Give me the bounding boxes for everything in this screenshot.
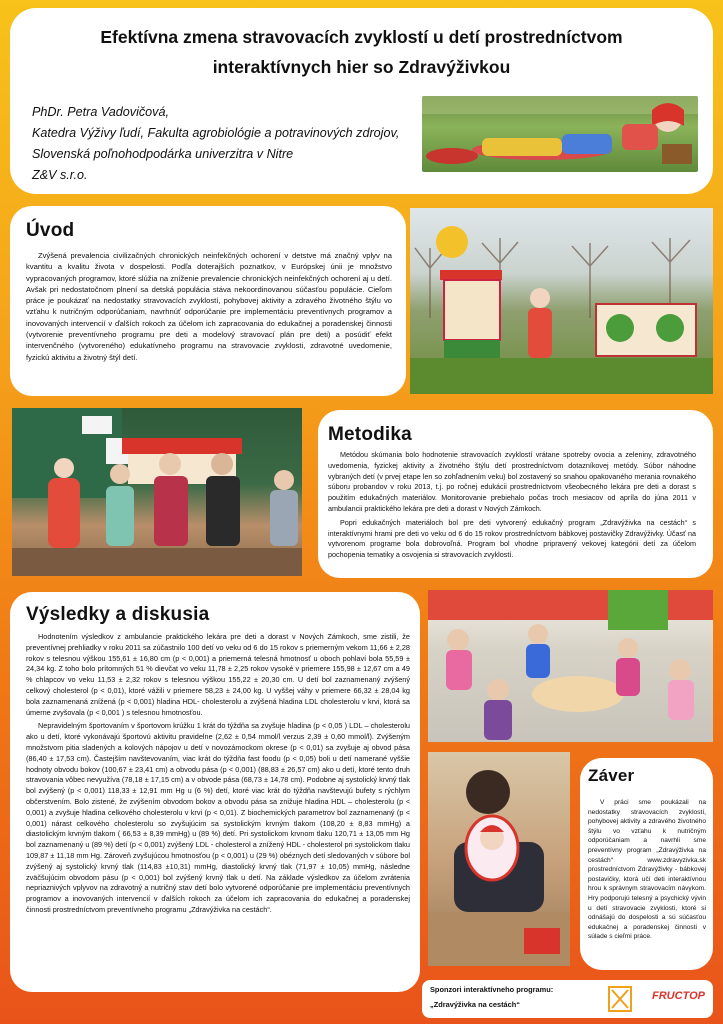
title-line-1: Efektívna zmena stravovacích zvyklostí u detí prostredníctvom	[100, 27, 623, 47]
author-department: Katedra Výživy ľudí, Fakulta agrobiológie a potravinových zdrojov,	[32, 126, 400, 140]
girl-with-puppet-photo	[428, 752, 570, 966]
methods-text	[328, 450, 696, 564]
methods-paragraph: Metódou skúmania bolo hodnotenie stravovacích zvyklostí vrátane spotreby ovocia a zeleniny, zdravotného uvedomenia, fyzickej aktivity a životného štýlu detí prostredníctvom dotazníkovej metódy. Súbor náhodne vybraných detí (v prvej etape len so zohľadnením veku) bol zostavený so snahou opakovaného merania rovnakého súboru probandov v roku 2013, t.j. po ročnej edukácii prostredníctvom všeobecného lekára pre deti a dorast s použitím edukačných materiálov. Monitorovanie prebiehalo počas troch mesiacov od apríla do júna 2011 v ambulancii praktického lekára pre deti a dorast v Nových Zámkoch.	[328, 450, 696, 513]
intro-section	[10, 206, 406, 396]
results-paragraph: Nepravidelným športovaním v športovom krúžku 1 krát do týždňa sa zvyšuje hladina (p < 0,05 ) LDL – cholesterolu ako u detí, ktoré vykonávajú športovú aktivitu pravidelne (2,62 ± 0,54 mmol/l verzus 2,39 ± 0,60 mmol/l). Zvýšeným množstvom pitia sladených a kolových nápojov u detí v novozámockom okrese (p < 0,01) sa zvyšuje aj obvod pása (86,40 ± 17,53 cm). Častejším navštevovaním, viac krát do týždňa fast foodu (p < 0,05) boli u detí namerané vyššie hodnoty obvodu bokov (100,67 ± 23,41 cm) a obvodu pása (p < 0,001) (88,83 ± 26,57 cm) ako u detí, ktoré tento druh stravovania vôbec nevyužíva (78,18 ± 17,15 cm) a v obvode pása (68,73 ± 14,78 cm). Podobne aj systolický krvný tlak bol zvýšený (p < 0,001) 118,33 ± 12,91 mm Hg u (6 %) detí, ktoré viac krát do týždňa navštevujú bufety s rýchlym občerstvením. Bolo zistené, že zvýšením obvodom bokov a obvodu pása sa znižuje hladina HDL – cholesterolu (p < 0,001) a zvyšuje hladina celkového cholesterolu v krvi (p < 0,01). Z biochemických parametrov bol zaznamenaný (p < 0,001) nárast celkového cholesterolu so zvyšujúcim sa systolickým krvným tlakom (108,20 ± 8,83 mmHg) a diastolickým krvným tlakom ( 66,53 ± 8,39 mmHg) u (89 %) detí. Pri systolickom krvnom tlaku 120,71 ± 13,05 mm Hg bol zaznamenaný u (89 %) detí (p < 0,001) zvýšený LDL - cholesterol a znížený HDL - cholesterol pri systolickom tlaku 109,87 ± 11,18 mm Hg. Zároveň zvyšujúcou hmotnosťou (p < 0,001) u (29 %) obéznych detí sledovaných v súbore bol zvýšený aj systolický krvný tlak (114,83 ±10,31) mmHg, diastolický krvný tlak (71,97 ± 10,05) mmHg, následne zväčšujúcim obvodom pásu (p < 0,001) bol zvýšený krvný tlak u detí. Na základe výsledkov za účelom zvrátenia nepriaznivých vplyvov na zdravotný a nutričný stav detí bolo vytvorené odporúčanie pre implementáciu preventívnych programov a inovovaných intervencií v ďalších rokoch za účelom ich zapracovania do edukačnej a poradenskej činnosti prostredníctvom preventívneho programu „Zdravýživka na cestách“.	[26, 721, 410, 914]
fructop-logo: FRUCTOP	[652, 990, 705, 1002]
conclusion-paragraph: V práci sme poukázali na nedostatky stravovacích zvyklostí, pohybovej aktivity a zdravého životného štýlu vo vzťahu k nutričným odporúčaniam a navrhli sme preventívny program „Zdravýživka na cestách“ www.zdravyzivka.sk prostredníctvom Zdravýživky - bábkovej postavičky, ktorá učí deti interaktívnou hrou k správnym stravovacím návykom. Hry podporujú telesný a psychický vývin u detí stravovacie zvyklosti, ktoré si odnášajú do dospelosti a sú súčasťou edukačnej a poradenskej činnosti v súlade s cieľmi práce.	[588, 799, 706, 941]
conclusion-heading: Záver	[588, 766, 635, 785]
kindergarten-children-photo	[428, 590, 713, 742]
classroom-children-photo	[12, 408, 302, 576]
intro-paragraph: Zvýšená prevalencia civilizačných chronických neinfekčných ochorení v detstve má značný vplyv na kvantitu a kvalitu života v dospelosti. Podľa doterajších poznatkov, v Európskej únii je množstvo vypracovaných programov, ktoré slúžia na zníženie prevalencie chronických neinfekčných ochorení aj u detí. Avšak pri nedostatočnom plnení sa detská populácia stáva nekoordinovanou súčasťou populácie. Cieľom práce je poukázať na nedostatky stravovacích zvyklostí, pohybovej aktivity a zdravého životného štýlu vo vzťahu k nutričným odporúčaniam, navrhnúť odporúčanie pre implementáciu preventívnych programov a inovovaných intervencií v ďalších rokoch za účelom ich zapracovania do edukačnej a poradenskej činnosti (vytvorenie preventívneho programu pre deti a modelový stravovací plán pre deti) a posúdiť efekt intervenčného (vytvoreného) edukatívneho programu na stravovacie zvyklosti, zdravotné uvedomenie, fyzickú aktivitu a životný štýl detí.	[26, 251, 392, 362]
author-company: Z&V s.r.o.	[32, 168, 88, 182]
puppet-doll-illustration	[422, 96, 698, 172]
conclusion-section	[580, 758, 713, 970]
orchard-stand-photo	[410, 208, 713, 394]
sponsor-program-name: „Zdravýživka na cestách“	[430, 1000, 520, 1009]
poster-title	[30, 22, 693, 82]
sponsor-label: Sponzori interaktívneho programu:	[430, 985, 554, 994]
results-paragraph: Hodnotením výsledkov z ambulancie praktického lekára pre deti a dorast v Nových Zámkoch, sme zistili, že preventívnej prehliadky v roku 2011 sa zúčastnilo 100 detí vo veku od 6 do 15 rokov s priemerným vekom 11,66 ± 2,28 rokov s telesnou výškou 155,61 ± 16,80 cm (p < 0,001) a priemerná telesná hmotnosť u oboch pohlaví bola 55,59 ± 24,34 kg. Z toho bolo prítomných 51 % dievčat vo veku 11,78 ± 2,25 rokov vysoké v priemere 155,98 ± 12,67 cm a 49 % chlapcov vo veku 11,53 ± 2,32 rokov s telesnou výškou 155,22 ± 20,30 cm. U detí bol zaznamenaný zvýšený celkový cholesterol (p < 0,01), ktoré vážili v priemere 58,23 ± 24,00 kg. U vyššej váhy v priemere 66,32 ± 28,04 kg bola zaznamenaná znížená (p < 0,001) hladina HDL- cholesterolu a zvýšená hladina LDL cholesterolu v krvi, ktorá sa úmerne zvyšovala (p < 0,001 ) s telesnou hmotnosťou.	[26, 632, 410, 717]
sponsor-strip	[422, 980, 713, 1018]
conclusion-text	[588, 798, 706, 945]
puppet-doll-photo	[422, 96, 698, 172]
intro-text	[26, 250, 392, 366]
title-line-2: interaktívnych hier so Zdravýživkou	[212, 57, 511, 77]
methods-heading: Metodika	[328, 424, 412, 445]
results-heading: Výsledky a diskusia	[26, 604, 210, 625]
author-university: Slovenská poľnohodpodárka univerzitra v Nitre	[32, 147, 294, 161]
authors-block	[32, 102, 399, 186]
methods-section	[318, 410, 713, 578]
author-name: PhDr. Petra Vadovičová,	[32, 105, 169, 119]
methods-paragraph: Popri edukačných materiáloch bol pre deti vytvorený edukačný program „Zdravýživka na cestách“ s interaktívnymi hrami pre deti vo veku od 6 do 15 rokov prostredníctvom bábkovej postavičky Zdravýživky. Účasť na vytvorenom programe bola dobrovoľná. Program bol vhodne pripravený vekovej kategórii detí za účelom pochopenia tematiky a osvojenia si stravovacích zvyklostí.	[328, 517, 696, 560]
results-section	[10, 592, 420, 992]
sponsor-logo-icon	[608, 986, 632, 1012]
results-text	[26, 632, 410, 919]
intro-heading: Úvod	[26, 220, 75, 241]
